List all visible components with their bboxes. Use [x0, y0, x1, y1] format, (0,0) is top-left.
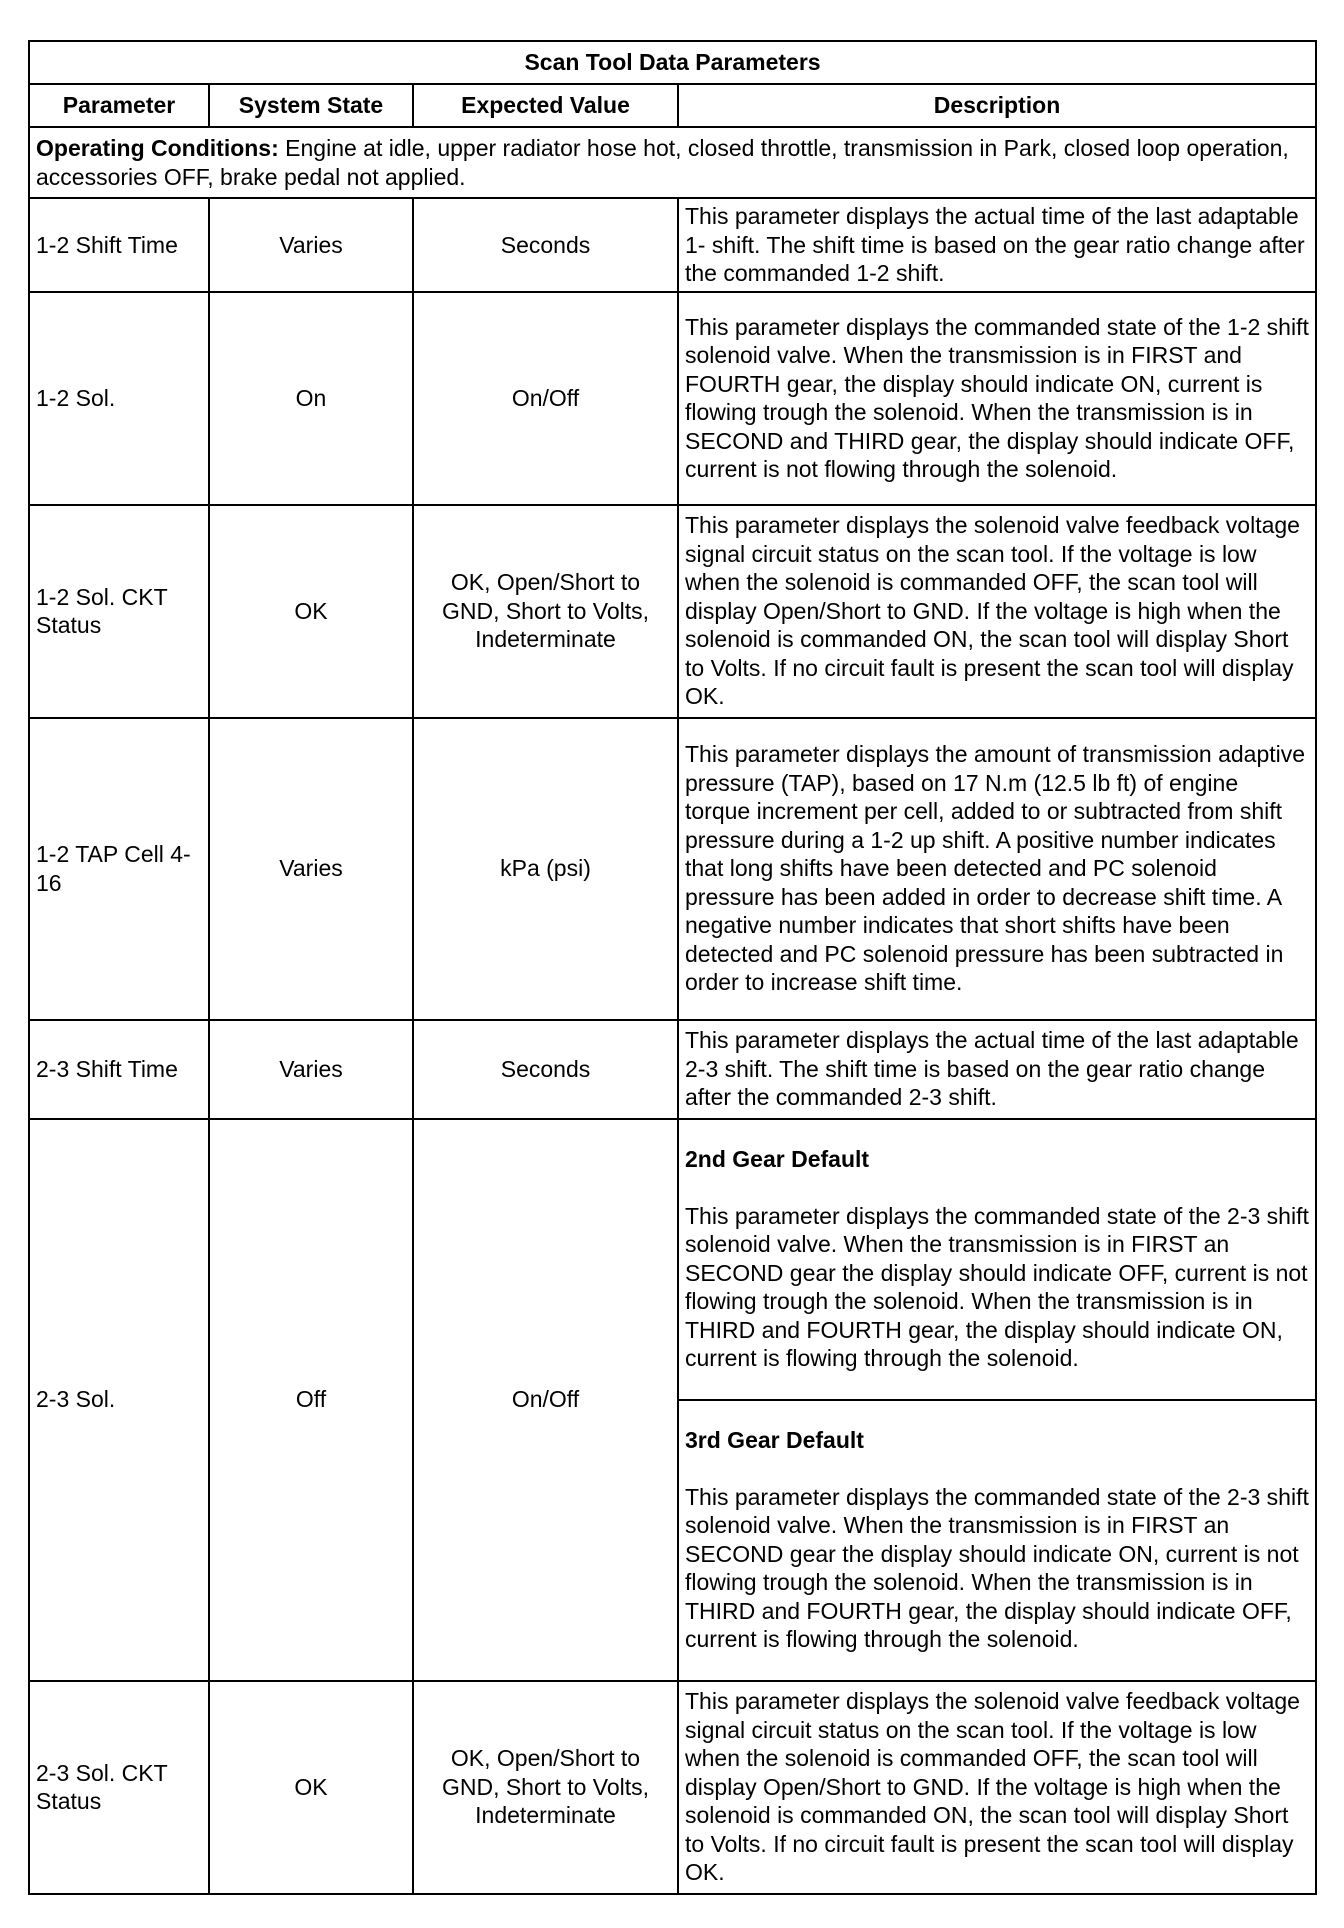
table-row	[29, 505, 1316, 718]
description-2nd-gear-default	[678, 1119, 1316, 1400]
expected-value-cell: Seconds	[413, 198, 678, 292]
expected-value-cell: On/Off	[413, 292, 678, 505]
system-state-cell: Varies	[209, 718, 413, 1020]
table-row	[29, 1681, 1316, 1894]
description-3rd-gear-default	[678, 1400, 1316, 1681]
table-row	[29, 198, 1316, 292]
operating-conditions	[29, 127, 1316, 198]
table-row	[29, 718, 1316, 1020]
parameter-cell: 2-3 Sol.	[29, 1119, 209, 1681]
expected-value-cell: kPa (psi)	[413, 718, 678, 1020]
operating-conditions-label: Operating Conditions:	[36, 135, 279, 161]
system-state-cell: Varies	[209, 198, 413, 292]
expected-value-cell: Seconds	[413, 1020, 678, 1119]
expected-value-cell: On/Off	[413, 1119, 678, 1681]
expected-value-cell: OK, Open/Short to GND, Short to Volts, Indeterminate	[413, 505, 678, 718]
table-row	[29, 1020, 1316, 1119]
sub-description-text: This parameter displays the commanded state of the 2-3 shift solenoid valve. When the transmission is in FIRST an SECOND gear the display should indicate ON, current is not flowing trough the solenoid. When the transmission is in THIRD and FOURTH gear, the display should indicate OFF, current is flowing through the solenoid.	[685, 1483, 1309, 1653]
parameter-cell: 1-2 TAP Cell 4-16	[29, 718, 209, 1020]
header-description: Description	[678, 84, 1316, 127]
description-cell: This parameter displays the amount of transmission adaptive pressure (TAP), based on 17 N.m (12.5 lb ft) of engine torque increment per cell, added to or subtracted from shift pressure during a 1-2 up shift. A positive number indicates that long shifts have been detected and PC solenoid pressure has been added in order to decrease shift time. A negative number indicates that short shifts have been detected and PC solenoid pressure has been subtracted in order to increase shift time.	[678, 718, 1316, 1020]
sub-description-text: This parameter displays the commanded state of the 2-3 shift solenoid valve. When the transmission is in FIRST an SECOND gear the display should indicate OFF, current is not flowing trough the solenoid. When the transmission is in THIRD and FOURTH gear, the display should indicate ON, current is flowing through the solenoid.	[685, 1202, 1309, 1372]
description-cell: This parameter displays the solenoid valve feedback voltage signal circuit status on the scan tool. If the voltage is low when the solenoid is commanded OFF, the scan tool will display Open/Short to GND. If the voltage is high when the solenoid is commanded ON, the scan tool will display Short to Volts. If no circuit fault is present the scan tool will display OK.	[678, 1681, 1316, 1894]
description-cell: This parameter displays the actual time of the last adaptable 1- shift. The shift time is based on the gear ratio change after the commanded 1-2 shift.	[678, 198, 1316, 292]
system-state-cell: On	[209, 292, 413, 505]
parameter-cell: 2-3 Shift Time	[29, 1020, 209, 1119]
description-cell: This parameter displays the commanded state of the 1-2 shift solenoid valve. When the transmission is in FIRST and FOURTH gear, the display should indicate ON, current is flowing trough the solenoid. When the transmission is in SECOND and THIRD gear, the display should indicate OFF, current is not flowing through the solenoid.	[678, 292, 1316, 505]
sub-description-title: 3rd Gear Default	[685, 1427, 864, 1454]
table-title: Scan Tool Data Parameters	[29, 41, 1316, 84]
parameter-cell: 1-2 Shift Time	[29, 198, 209, 292]
table-row	[29, 292, 1316, 505]
expected-value-cell: OK, Open/Short to GND, Short to Volts, Indeterminate	[413, 1681, 678, 1894]
table-row	[29, 1119, 1316, 1400]
header-expected-value: Expected Value	[413, 84, 678, 127]
system-state-cell: OK	[209, 1681, 413, 1894]
description-cell: This parameter displays the solenoid valve feedback voltage signal circuit status on the scan tool. If the voltage is low when the solenoid is commanded OFF, the scan tool will display Open/Short to GND. If the voltage is high when the solenoid is commanded ON, the scan tool will display Short to Volts. If no circuit fault is present the scan tool will display OK.	[678, 505, 1316, 718]
header-parameter: Parameter	[29, 84, 209, 127]
description-cell: This parameter displays the actual time of the last adaptable 2-3 shift. The shift time is based on the gear ratio change after the commanded 2-3 shift.	[678, 1020, 1316, 1119]
table-title-row	[29, 41, 1316, 84]
parameter-cell: 1-2 Sol. CKT Status	[29, 505, 209, 718]
sub-description-title: 2nd Gear Default	[685, 1146, 870, 1173]
scan-tool-data-table	[28, 40, 1317, 1895]
system-state-cell: OK	[209, 505, 413, 718]
system-state-cell: Off	[209, 1119, 413, 1681]
operating-conditions-row	[29, 127, 1316, 198]
parameter-cell: 2-3 Sol. CKT Status	[29, 1681, 209, 1894]
header-system-state: System State	[209, 84, 413, 127]
header-row	[29, 84, 1316, 127]
parameter-cell: 1-2 Sol.	[29, 292, 209, 505]
system-state-cell: Varies	[209, 1020, 413, 1119]
operating-conditions-text: Engine at idle, upper radiator hose hot, closed throttle, transmission in Park, closed loop operation, accessories OFF, brake pedal not applied.	[36, 135, 1289, 190]
